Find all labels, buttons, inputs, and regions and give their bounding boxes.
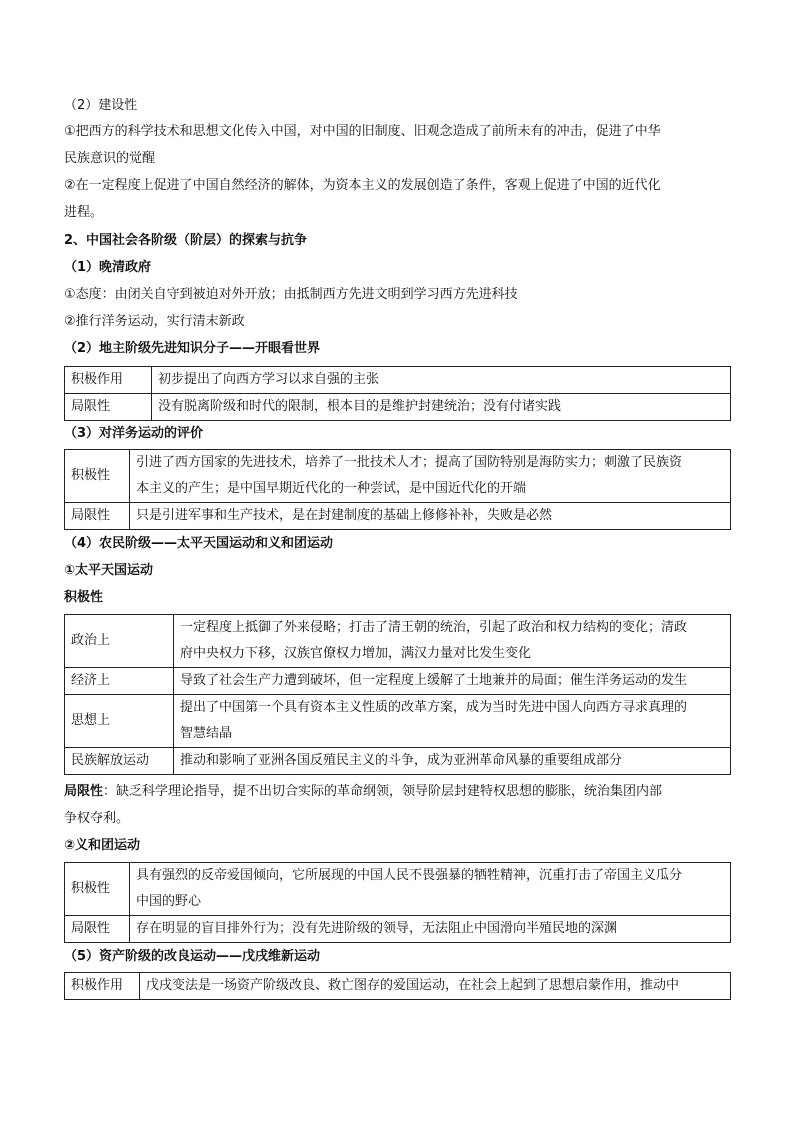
paragraph: ②推行洋务运动，实行清末新政 [64,314,245,329]
subheading: （4）农民阶级——太平天国运动和义和团运动 [64,536,334,551]
row-label: 积极性 [65,450,130,503]
subheading: 积极性 [64,590,104,605]
row-label: 民族解放运动 [65,748,174,775]
table-row [65,394,731,421]
row-value-line: 府中央权力下移，汉族官僚权力增加，满汉力量对比发生变化 [180,646,532,661]
table-taiping [64,614,731,775]
subheading: ②义和团运动 [64,838,141,853]
table-row [65,973,731,1000]
row-value [174,695,731,748]
table-landlord-class [64,366,731,421]
row-label: 积极作用 [65,973,140,1000]
row-value-line: 提出了中国第一个具有资本主义性质的改革方案，成为当时先进中国人向西方寻求真理的 [180,700,688,715]
row-value: 推动和影响了亚洲各国反殖民主义的斗争，成为亚洲革命风暴的重要组成部分 [174,748,731,775]
table-row [65,916,731,943]
table-row [65,863,731,916]
table-westernization [64,449,731,530]
paragraph: ①把西方的科学技术和思想文化传入中国，对中国的旧制度、旧观念造成了前所未有的冲击，促进了中华 [64,124,661,139]
table-row [65,695,731,748]
row-value: 没有脱离阶级和时代的限制，根本目的是维护封建统治；没有付诸实践 [152,394,731,421]
row-label: 政治上 [65,615,174,668]
paragraph: 民族意识的觉醒 [64,151,156,166]
paragraph: 进程。 [64,205,104,220]
table-row [65,668,731,695]
row-value [130,863,731,916]
row-label: 局限性 [65,503,130,530]
row-value [174,615,731,668]
paragraph-limitations [64,782,734,802]
table-row [65,450,731,503]
table-row [65,367,731,394]
paragraph: ①态度：由闭关自守到被迫对外开放；由抵制西方先进文明到学习西方先进科技 [64,287,518,302]
table-reform [64,972,731,1000]
row-label: 局限性 [65,916,130,943]
row-label: 经济上 [65,668,174,695]
subheading: （2）地主阶级先进知识分子——开眼看世界 [64,341,321,356]
row-label: 积极作用 [65,367,152,394]
row-value-line: 中国的野心 [136,894,202,909]
subheading: （3）对洋务运动的评价 [64,426,204,441]
limitations-label: 局限性 [64,784,104,799]
row-value-line: 引进了西方国家的先进技术，培养了一批技术人才；提高了国防特别是海防实力；刺激了民族资 [136,455,683,470]
row-label: 思想上 [65,695,174,748]
row-value: 戊戌变法是一场资产阶级改良、救亡图存的爱国运动，在社会上起到了思想启蒙作用，推动中 [140,973,731,1000]
row-value [130,450,731,503]
row-value-line: 一定程度上抵御了外来侵略；打击了清王朝的统治，引起了政治和权力结构的变化；清政 [180,620,688,635]
row-label: 局限性 [65,394,152,421]
section-heading: 2、中国社会各阶级（阶层）的探索与抗争 [64,233,308,248]
row-value-line: 具有强烈的反帝爱国倾向，它所展现的中国人民不畏强暴的牺牲精神，沉重打击了帝国主义瓜分 [136,868,683,883]
subheading: （1）晚清政府 [64,260,152,275]
row-value-line: 智慧结晶 [180,726,233,741]
subheading-constructive: （2）建设性 [64,98,138,113]
subheading: ①太平天国运动 [64,563,154,578]
row-value: 初步提出了向西方学习以求自强的主张 [152,367,731,394]
table-row [65,503,731,530]
table-row [65,748,731,775]
row-value: 导致了社会生产力遭到破坏，但一定程度上缓解了土地兼并的局面；催生洋务运动的发生 [174,668,731,695]
limitations-text: ：缺乏科学理论指导，提不出切合实际的革命纲领，领导阶层封建特权思想的膨胀，统治集团内部 [103,784,663,799]
subheading: （5）资产阶级的改良运动——戊戌维新运动 [64,949,321,964]
paragraph: 争权夺利。 [64,811,130,826]
row-value: 只是引进军事和生产技术，是在封建制度的基础上修修补补，失败是必然 [130,503,731,530]
row-value: 存在明显的盲目排外行为；没有先进阶级的领导，无法阻止中国滑向半殖民地的深渊 [130,916,731,943]
table-boxer [64,862,731,943]
row-label: 积极性 [65,863,130,916]
row-value-line: 本主义的产生；是中国早期近代化的一种尝试，是中国近代化的开端 [136,481,527,496]
paragraph: ②在一定程度上促进了中国自然经济的解体，为资本主义的发展创造了条件，客观上促进了中国的近代化 [64,178,661,193]
table-row [65,615,731,668]
